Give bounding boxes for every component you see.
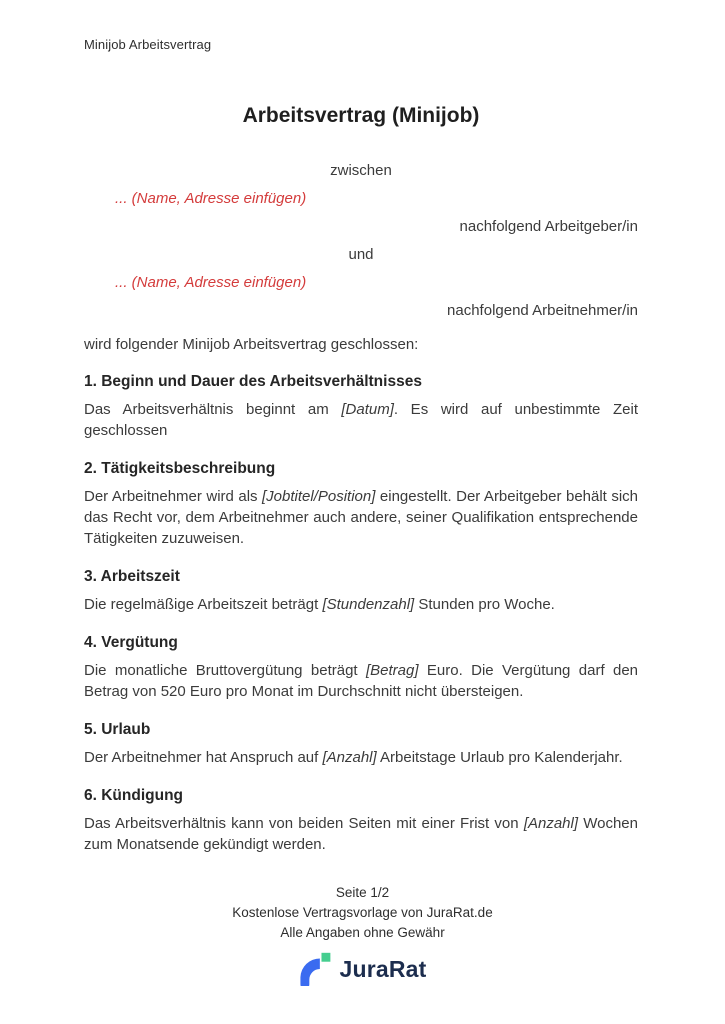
section-1-body [84, 399, 638, 441]
anzahl-frist-placeholder: [Anzahl] [523, 815, 579, 832]
section-3-text-post: Stunden pro Woche. [414, 596, 555, 613]
document-header: Minijob Arbeitsvertrag [84, 37, 212, 52]
section-2-text-post: eingestellt. Der Arbeitgeber behält sich das Recht vor, dem Arbeitnehmer auch andere, seiner Qualifikation entsprechende Tätigkeiten zuzuweisen. [84, 488, 639, 547]
page-footer [0, 883, 725, 986]
section-5-text-post: Arbeitstage Urlaub pro Kalenderjahr. [376, 749, 623, 766]
section-6-heading: 6. Kündigung [84, 787, 184, 804]
section-4-body [84, 660, 638, 702]
section-2-text-pre: Der Arbeitnehmer wird als [84, 488, 263, 505]
footer-disclaimer: Alle Angaben ohne Gewähr [280, 925, 445, 940]
anzahl-urlaub-placeholder: [Anzahl] [322, 749, 377, 766]
employee-name-placeholder: ... (Name, Adresse einfügen) [115, 274, 307, 291]
employee-suffix-label: nachfolgend Arbeitnehmer/in [447, 302, 638, 319]
lead-in-text: wird folgender Minijob Arbeitsvertrag geschlossen: [84, 336, 419, 353]
section-1-text-pre: Das Arbeitsverhältnis beginnt am [84, 401, 342, 418]
section-6 [84, 787, 638, 855]
section-6-body [84, 813, 638, 855]
section-3-text-pre: Die regelmäßige Arbeitszeit beträgt [84, 596, 323, 613]
and-label: und [348, 246, 374, 263]
section-5-heading: 5. Urlaub [84, 721, 151, 738]
section-5 [84, 721, 638, 768]
section-4-text-pre: Die monatliche Bruttovergütung beträgt [84, 662, 366, 679]
page-number: Seite 1/2 [335, 885, 390, 900]
betrag-placeholder: [Betrag] [365, 662, 419, 679]
page-title: Arbeitsvertrag (Minijob) [242, 104, 480, 127]
jurarat-logo-icon [298, 952, 332, 986]
datum-placeholder: [Datum] [341, 401, 394, 418]
section-3-heading: 3. Arbeitszeit [84, 568, 180, 585]
section-1-heading: 1. Beginn und Dauer des Arbeitsverhältnisses [84, 373, 422, 390]
section-5-text-pre: Der Arbeitnehmer hat Anspruch auf [84, 749, 323, 766]
between-label: zwischen [330, 162, 392, 179]
employer-name-placeholder: ... (Name, Adresse einfügen) [115, 190, 307, 207]
section-2-body [84, 486, 638, 549]
jobtitel-placeholder: [Jobtitel/Position] [262, 488, 376, 505]
employer-suffix-label: nachfolgend Arbeitgeber/in [459, 218, 638, 235]
section-6-text-post: Wochen zum Monatsende gekündigt werden. [84, 815, 638, 853]
section-3 [84, 568, 638, 615]
contract-parties-intro [84, 162, 638, 354]
section-1-text-post: . Es wird auf unbestimmte Zeit geschlossen [84, 401, 638, 439]
section-6-text-pre: Das Arbeitsverhältnis kann von beiden Seiten mit einer Frist von [84, 815, 524, 832]
jurarat-logo-text: JuraRat [339, 956, 427, 982]
section-2 [84, 460, 638, 549]
section-4 [84, 634, 638, 702]
section-4-text-post: Euro. Die Vergütung darf den Betrag von 520 Euro pro Monat im Durchschnitt nicht übersteigen. [84, 662, 639, 700]
section-3-body [84, 594, 638, 615]
section-4-heading: 4. Vergütung [84, 634, 178, 651]
stundenzahl-placeholder: [Stundenzahl] [322, 596, 415, 613]
section-5-body [84, 747, 638, 768]
jurarat-logo [0, 952, 725, 986]
section-1 [84, 373, 638, 441]
footer-source-line: Kostenlose Vertragsvorlage von JuraRat.de [232, 905, 493, 920]
section-2-heading: 2. Tätigkeitsbeschreibung [84, 460, 276, 477]
